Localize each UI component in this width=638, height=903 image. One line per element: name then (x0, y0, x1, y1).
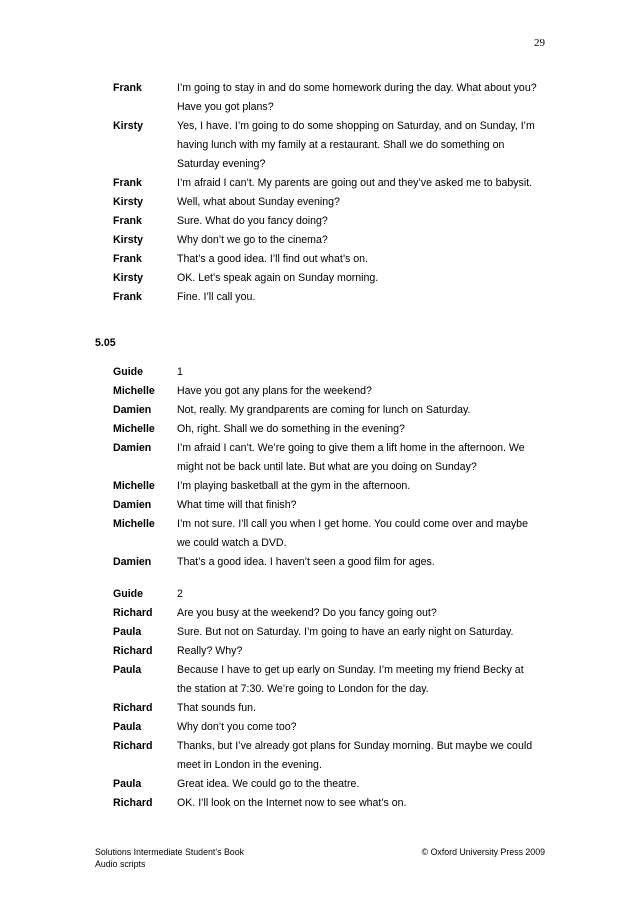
speaker-name: Paula (113, 664, 142, 676)
dialogue-row (0, 117, 638, 174)
speaker-name: Frank (113, 215, 142, 227)
dialogue-line: I’m playing basketball at the gym in the afternoon. (177, 480, 411, 492)
dialogue-line: Have you got any plans for the weekend? (177, 385, 372, 397)
speaker-name: Frank (113, 291, 142, 303)
speaker-name: Kirsty (113, 120, 144, 132)
dialogue-row (0, 439, 638, 477)
dialogue-line: Why don’t we go to the cinema? (177, 234, 328, 246)
speaker-name: Richard (113, 797, 153, 809)
dialogue-row (0, 174, 638, 193)
speaker-name: Paula (113, 778, 142, 790)
dialogue-line: I’m afraid I can’t. My parents are going out and they’ve asked me to babysit. (177, 177, 533, 189)
dialogue-michelle-damien (0, 363, 638, 572)
footer-copyright: © Oxford University Press 2009 (421, 847, 545, 857)
dialogue-row (0, 718, 638, 737)
dialogue-row (0, 193, 638, 212)
dialogue-row (0, 79, 638, 117)
dialogue-row (0, 496, 638, 515)
speaker-name: Damien (113, 556, 152, 568)
speaker-name: Michelle (113, 518, 155, 530)
dialogue-line: Are you busy at the weekend? Do you fancy going out? (177, 607, 437, 619)
dialogue-line: Because I have to get up early on Sunday. I’m meeting my friend Becky at the station at 7:30. We’re going to London for the day. (177, 664, 524, 695)
section-label: 5.05 (95, 337, 116, 349)
dialogue-line: 2 (177, 588, 183, 600)
dialogue-line: I’m going to stay in and do some homework during the day. What about you? Have you got plans? (177, 82, 537, 113)
dialogue-line: That’s a good idea. I’ll find out what’s on. (177, 253, 369, 265)
dialogue-row (0, 288, 638, 307)
dialogue-row (0, 515, 638, 553)
dialogue-line: Really? Why? (177, 645, 243, 657)
dialogue-row (0, 553, 638, 572)
dialogue-row (0, 477, 638, 496)
dialogue-line: Great idea. We could go to the theatre. (177, 778, 360, 790)
dialogue-line: Sure. But not on Saturday. I’m going to have an early night on Saturday. (177, 626, 514, 638)
dialogue-row (0, 585, 638, 604)
dialogue-row (0, 231, 638, 250)
dialogue-line: Why don’t you come too? (177, 721, 297, 733)
speaker-name: Damien (113, 499, 152, 511)
speaker-name: Guide (113, 366, 144, 378)
dialogue-line: Sure. What do you fancy doing? (177, 215, 328, 227)
dialogue-line: Not, really. My grandparents are coming for lunch on Saturday. (177, 404, 471, 416)
dialogue-line: OK. I’ll look on the Internet now to see what’s on. (177, 797, 407, 809)
dialogue-row (0, 269, 638, 288)
speaker-name: Michelle (113, 385, 155, 397)
dialogue-row (0, 401, 638, 420)
dialogue-line: Oh, right. Shall we do something in the evening? (177, 423, 405, 435)
dialogue-row (0, 661, 638, 699)
dialogue-line: I’m afraid I can’t. We’re going to give them a lift home in the afternoon. We might not be back until late. But what are you doing on Sunday? (177, 442, 525, 473)
speaker-name: Paula (113, 626, 142, 638)
footer-book-title: Solutions Intermediate Student’s Book (95, 847, 244, 857)
speaker-name: Paula (113, 721, 142, 733)
dialogue-line: What time will that finish? (177, 499, 297, 511)
speaker-name: Frank (113, 177, 142, 189)
speaker-name: Richard (113, 607, 153, 619)
dialogue-line: That’s a good idea. I haven’t seen a good film for ages. (177, 556, 435, 568)
footer-section: Audio scripts (95, 859, 146, 869)
dialogue-row (0, 737, 638, 775)
dialogue-line: Well, what about Sunday evening? (177, 196, 340, 208)
dialogue-row (0, 623, 638, 642)
dialogue-row (0, 363, 638, 382)
dialogue-line: That sounds fun. (177, 702, 256, 714)
dialogue-row (0, 382, 638, 401)
dialogue-row (0, 794, 638, 813)
speaker-name: Damien (113, 404, 152, 416)
dialogue-frank-kirsty (0, 79, 638, 307)
speaker-name: Richard (113, 702, 153, 714)
page-number: 29 (534, 37, 545, 49)
speaker-name: Michelle (113, 480, 155, 492)
speaker-name: Richard (113, 645, 153, 657)
dialogue-line: Fine. I’ll call you. (177, 291, 256, 303)
speaker-name: Damien (113, 442, 152, 454)
dialogue-row (0, 212, 638, 231)
speaker-name: Kirsty (113, 196, 144, 208)
dialogue-row (0, 250, 638, 269)
dialogue-row (0, 604, 638, 623)
speaker-name: Kirsty (113, 272, 144, 284)
speaker-name: Michelle (113, 423, 155, 435)
speaker-name: Frank (113, 82, 142, 94)
speaker-name: Kirsty (113, 234, 144, 246)
dialogue-richard-paula (0, 585, 638, 813)
dialogue-line: Yes, I have. I’m going to do some shopping on Saturday, and on Sunday, I’m having lunch with my family at a restaurant. Shall we do something on Saturday evening? (177, 120, 535, 170)
dialogue-row (0, 775, 638, 794)
speaker-name: Richard (113, 740, 153, 752)
dialogue-row (0, 699, 638, 718)
speaker-name: Guide (113, 588, 144, 600)
dialogue-line: Thanks, but I’ve already got plans for Sunday morning. But maybe we could meet in London in the evening. (177, 740, 533, 771)
speaker-name: Frank (113, 253, 142, 265)
dialogue-row (0, 420, 638, 439)
dialogue-line: 1 (177, 366, 183, 378)
dialogue-line: I’m not sure. I’ll call you when I get home. You could come over and maybe we could watch a DVD. (177, 518, 528, 549)
dialogue-row (0, 642, 638, 661)
dialogue-line: OK. Let’s speak again on Sunday morning. (177, 272, 379, 284)
